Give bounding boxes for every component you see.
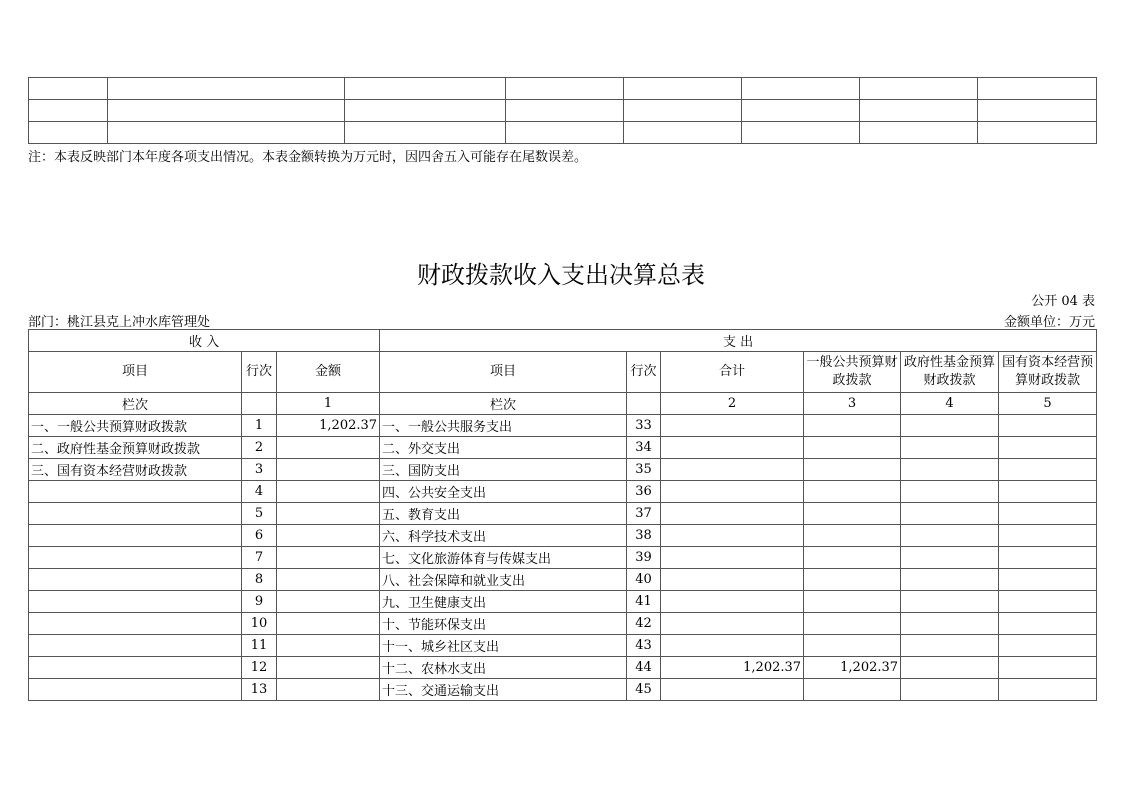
- table-row: [29, 122, 1097, 144]
- general-budget-cell: [804, 481, 901, 503]
- table-row: [29, 78, 1097, 100]
- state-capital-cell: [999, 591, 1097, 613]
- expense-item-cell: 九、卫生健康支出: [380, 591, 627, 613]
- general-budget-cell: [804, 635, 901, 657]
- income-rowno-cell: 8: [242, 569, 277, 591]
- income-rowno-cell: 13: [242, 679, 277, 701]
- total-cell: [661, 679, 804, 701]
- table-row: [29, 569, 1097, 591]
- general-budget-cell: [804, 525, 901, 547]
- income-rowno-cell: 10: [242, 613, 277, 635]
- state-capital-cell: [999, 481, 1097, 503]
- expense-rowno-cell: 44: [627, 657, 661, 679]
- fund-budget-cell: [901, 547, 999, 569]
- expense-item-header: 项目: [380, 352, 627, 393]
- income-item-cell: [29, 679, 242, 701]
- expense-rowno-cell: 38: [627, 525, 661, 547]
- income-amount-cell: 1,202.37: [277, 415, 380, 437]
- income-amount-cell: [277, 613, 380, 635]
- table-row: [29, 591, 1097, 613]
- total-cell: [661, 525, 804, 547]
- income-amount-cell: [277, 437, 380, 459]
- state-capital-cell: [999, 679, 1097, 701]
- table-row: [29, 100, 1097, 122]
- page-title: 财政拨款收入支出决算总表: [417, 261, 705, 289]
- expense-item-cell: 十一、城乡社区支出: [380, 635, 627, 657]
- column-index-4: 4: [901, 393, 999, 415]
- expense-item-cell: 十三、交通运输支出: [380, 679, 627, 701]
- income-item-cell: [29, 503, 242, 525]
- total-cell: [661, 613, 804, 635]
- total-cell: [661, 459, 804, 481]
- expense-item-cell: 三、国防支出: [380, 459, 627, 481]
- general-budget-cell: [804, 437, 901, 459]
- income-rowno-cell: 12: [242, 657, 277, 679]
- expense-item-cell: 四、公共安全支出: [380, 481, 627, 503]
- income-header: 收 入: [29, 330, 380, 352]
- expense-item-cell: 八、社会保障和就业支出: [380, 569, 627, 591]
- income-amount-cell: [277, 657, 380, 679]
- column-index-label-right: 栏次: [380, 393, 627, 415]
- fund-budget-cell: [901, 481, 999, 503]
- fund-budget-header: 政府性基金预算财政拨款: [901, 352, 999, 393]
- expense-item-cell: 七、文化旅游体育与传媒支出: [380, 547, 627, 569]
- general-budget-cell: [804, 547, 901, 569]
- fund-budget-cell: [901, 569, 999, 591]
- form-number: 公开 04 表: [1031, 294, 1095, 309]
- expense-item-cell: 五、教育支出: [380, 503, 627, 525]
- income-item-cell: [29, 657, 242, 679]
- income-item-cell: 二、政府性基金预算财政拨款: [29, 437, 242, 459]
- table-row: [29, 437, 1097, 459]
- table-row: [29, 503, 1097, 525]
- fiscal-appropriation-table: [28, 329, 1097, 701]
- total-cell: [661, 591, 804, 613]
- total-cell: [661, 569, 804, 591]
- unit-label: 金额单位：万元: [1003, 315, 1095, 330]
- state-capital-cell: [999, 569, 1097, 591]
- income-item-cell: [29, 547, 242, 569]
- department-label: 部门：桃江县克上冲水库管理处: [28, 315, 211, 330]
- column-index-5: 5: [999, 393, 1097, 415]
- income-amount-cell: [277, 591, 380, 613]
- table-row: [29, 547, 1097, 569]
- state-capital-cell: [999, 613, 1097, 635]
- header-row-1: [29, 330, 1097, 352]
- income-amount-cell: [277, 679, 380, 701]
- expense-header: 支 出: [380, 330, 1097, 352]
- general-budget-cell: [804, 613, 901, 635]
- state-capital-cell: [999, 415, 1097, 437]
- expense-rowno-cell: 43: [627, 635, 661, 657]
- fund-budget-cell: [901, 591, 999, 613]
- general-budget-cell: [804, 591, 901, 613]
- fund-budget-cell: [901, 635, 999, 657]
- state-capital-cell: [999, 437, 1097, 459]
- income-amount-cell: [277, 635, 380, 657]
- income-rowno-cell: 11: [242, 635, 277, 657]
- fund-budget-cell: [901, 657, 999, 679]
- income-rowno-cell: 9: [242, 591, 277, 613]
- general-budget-cell: [804, 679, 901, 701]
- income-rowno-cell: 3: [242, 459, 277, 481]
- expense-rowno-cell: 42: [627, 613, 661, 635]
- table-row: [29, 481, 1097, 503]
- table-row: [29, 415, 1097, 437]
- fund-budget-cell: [901, 613, 999, 635]
- table-row: [29, 679, 1097, 701]
- table-note: 注：本表反映部门本年度各项支出情况。本表金额转换为万元时，因四舍五入可能存在尾数误差。: [28, 150, 588, 165]
- total-cell: [661, 437, 804, 459]
- header-row-2: [29, 352, 1097, 393]
- fund-budget-cell: [901, 437, 999, 459]
- expense-rowno-cell: 34: [627, 437, 661, 459]
- table-row: [29, 635, 1097, 657]
- income-item-cell: [29, 481, 242, 503]
- income-rowno-cell: 7: [242, 547, 277, 569]
- expense-rowno-cell: 40: [627, 569, 661, 591]
- income-rowno-cell: 4: [242, 481, 277, 503]
- column-index-2: 2: [661, 393, 804, 415]
- expense-rowno-cell: 33: [627, 415, 661, 437]
- income-amount-cell: [277, 459, 380, 481]
- total-cell: [661, 415, 804, 437]
- expense-item-cell: 六、科学技术支出: [380, 525, 627, 547]
- expense-rowno-cell: 35: [627, 459, 661, 481]
- state-capital-cell: [999, 657, 1097, 679]
- expense-rowno-cell: 39: [627, 547, 661, 569]
- state-capital-cell: [999, 635, 1097, 657]
- expense-item-cell: 十二、农林水支出: [380, 657, 627, 679]
- table-row: [29, 657, 1097, 679]
- income-amount-cell: [277, 525, 380, 547]
- income-amount-cell: [277, 569, 380, 591]
- total-cell: 1,202.37: [661, 657, 804, 679]
- income-item-cell: [29, 635, 242, 657]
- fund-budget-cell: [901, 525, 999, 547]
- state-capital-cell: [999, 547, 1097, 569]
- expense-rowno-header: 行次: [627, 352, 661, 393]
- fund-budget-cell: [901, 679, 999, 701]
- general-budget-cell: [804, 503, 901, 525]
- state-capital-cell: [999, 503, 1097, 525]
- general-budget-cell: [804, 569, 901, 591]
- column-index-1: 1: [277, 393, 380, 415]
- income-item-cell: [29, 525, 242, 547]
- general-budget-cell: 1,202.37: [804, 657, 901, 679]
- total-cell: [661, 481, 804, 503]
- state-capital-header: 国有资本经营预算财政拨款: [999, 352, 1097, 393]
- income-amount-cell: [277, 481, 380, 503]
- income-rowno-cell: 2: [242, 437, 277, 459]
- fund-budget-cell: [901, 459, 999, 481]
- total-cell: [661, 503, 804, 525]
- state-capital-cell: [999, 459, 1097, 481]
- expense-rowno-cell: 41: [627, 591, 661, 613]
- income-rowno-cell: 5: [242, 503, 277, 525]
- table-row: [29, 525, 1097, 547]
- table-row: [29, 613, 1097, 635]
- income-item-cell: [29, 569, 242, 591]
- column-index-row: [29, 393, 1097, 415]
- income-item-cell: [29, 613, 242, 635]
- fund-budget-cell: [901, 415, 999, 437]
- income-rowno-cell: 1: [242, 415, 277, 437]
- general-budget-header: 一般公共预算财政拨款: [804, 352, 901, 393]
- expense-item-cell: 十、节能环保支出: [380, 613, 627, 635]
- state-capital-cell: [999, 525, 1097, 547]
- general-budget-cell: [804, 459, 901, 481]
- income-amount-cell: [277, 503, 380, 525]
- expense-item-cell: 二、外交支出: [380, 437, 627, 459]
- income-item-header: 项目: [29, 352, 242, 393]
- income-rowno-header: 行次: [242, 352, 277, 393]
- total-header: 合计: [661, 352, 804, 393]
- expense-rowno-cell: 36: [627, 481, 661, 503]
- expense-item-cell: 一、一般公共服务支出: [380, 415, 627, 437]
- income-item-cell: 一、一般公共预算财政拨款: [29, 415, 242, 437]
- total-cell: [661, 635, 804, 657]
- income-rowno-cell: 6: [242, 525, 277, 547]
- expense-rowno-cell: 45: [627, 679, 661, 701]
- total-cell: [661, 547, 804, 569]
- income-item-cell: 三、国有资本经营财政拨款: [29, 459, 242, 481]
- general-budget-cell: [804, 415, 901, 437]
- previous-table-fragment: [28, 77, 1097, 144]
- fund-budget-cell: [901, 503, 999, 525]
- income-amount-cell: [277, 547, 380, 569]
- income-amount-header: 金额: [277, 352, 380, 393]
- column-index-3: 3: [804, 393, 901, 415]
- column-index-label-left: 栏次: [29, 393, 242, 415]
- expense-rowno-cell: 37: [627, 503, 661, 525]
- income-item-cell: [29, 591, 242, 613]
- table-row: [29, 459, 1097, 481]
